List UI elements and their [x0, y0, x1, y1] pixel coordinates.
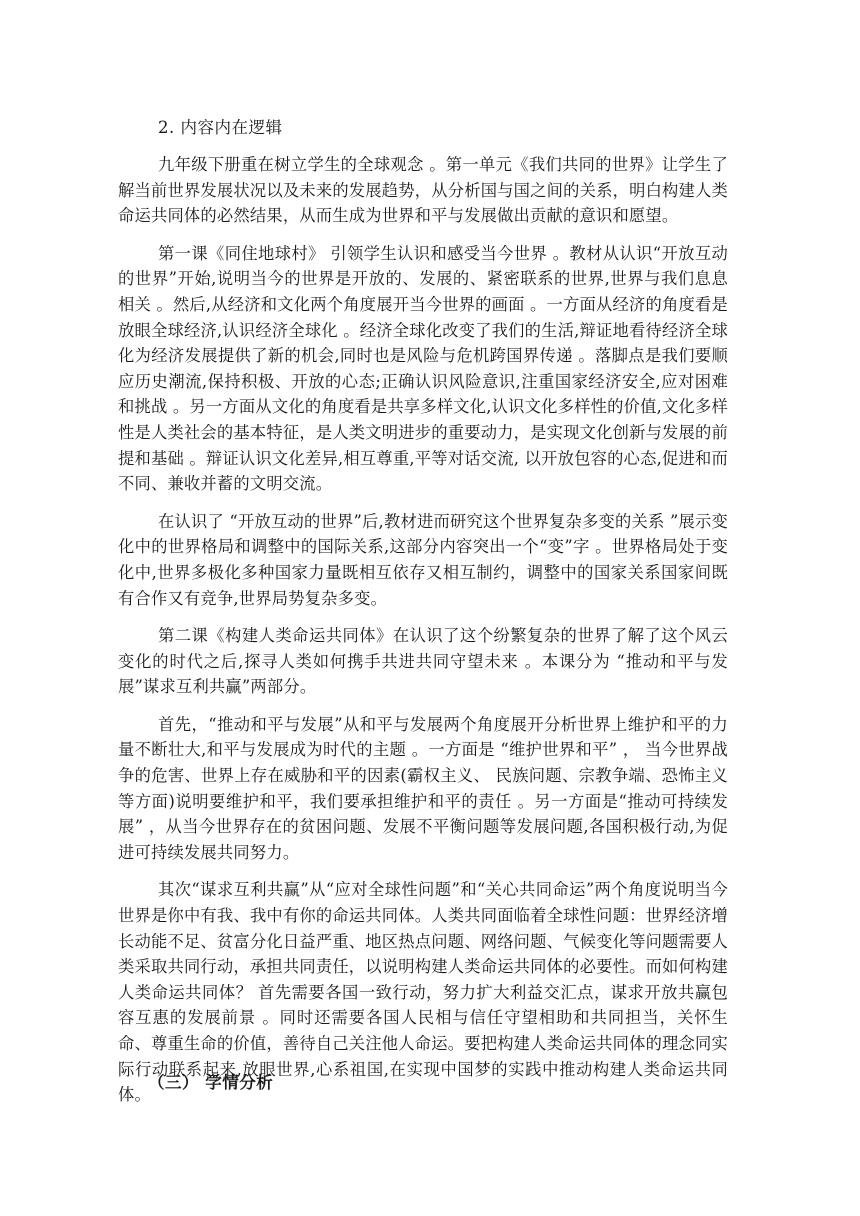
section-heading: （三） 学情分析 — [148, 1073, 274, 1092]
paragraph-lesson-one: 第一课《同住地球村》 引领学生认识和感受当今世界 。教材从认识“开放互动的世界”开始,说明当今的世界是开放的、发展的、紧密联系的世界,世界与我们息息相关 。然后,从经济和文化两个角度展开当今世界的画面 。一方面从经济的角度看是放眼全球经济,认识经济全球化 。经济全球化改变了我们的生活,辩证地看待经济全球化为经济发展提供了新的机会,同时也是风险与危机跨国界传递 。落脚点是我们要顺应历史潮流,保持积极、开放的心态;正确认识风险意识,注重国家经济安全,应对困难和挑战 。另一方面从文化的角度看是共享多样文化,认识文化多样性的价值,文化多样性是人类社会的基本特征，是人类文明进步的重要动力，是实现文化创新与发展的前提和基础 。辩证认识文化差异,相互尊重,平等对话交流, 以开放包容的心态,促进和而不同、兼收并蓄的文明交流。 — [118, 243, 728, 494]
paragraph-mutual-benefit: 其次“谋求互利共赢”从“应对全球性问题”和“关心共同命运”两个角度说明当今世界是你中有我、我中有你的命运共同体。人类共同面临着全球性问题：世界经济增长动能不足、贫富分化日益严重、地区热点问题、网络问题、气候变化等问题需要人类采取共同行动，承担共同责任，以说明构建人类命运共同体的必要性。而如何构建人类命运共同体？ 首先需要各国一致行动，努力扩大利益交汇点，谋求开放共赢包容互惠的发展前景 。同时还需要各国人民相与信任守望相助和共同担当，关怀生命、尊重生命的价值，善待自己关注他人命运。要把构建人类命运共同体的理念同实际行动联系起来,放眼世界,心系祖国,在实现中国梦的实践中推动构建人类命运共同体。 — [118, 880, 728, 1105]
paragraph-unit-overview: 九年级下册重在树立学生的全球观念 。第一单元《我们共同的世界》让学生了解当前世界发展状况以及未来的发展趋势，从分析国与国之间的关系，明白构建人类命运共同体的必然结果，从而生成为世界和平与发展做出贡献的意识和愿望。 — [118, 155, 728, 226]
paragraph-world-relations: 在认识了 “开放互动的世界”后,教材进而研究这个世界复杂多变的关系 ”展示变化中的世界格局和调整中的国际关系,这部分内容突出一个“变”字 。世界格局处于变化中,世界多极化多种国家力量既相互依存又相互制约，调整中的国家关系国家间既有合作又有竞争,世界局势复杂多变。 — [118, 511, 728, 608]
paragraph-peace-development: 首先，“推动和平与发展”从和平与发展两个角度展开分析世界上维护和平的力量不断壮大,和平与发展成为时代的主题 。一方面是 “维护世界和平” ， 当今世界战争的危害、世界上存在威胁和平的因素(霸权主义、 民族问题、宗教争端、恐怖主义等方面)说明要维护和平，我们要承担维护和平的责任 。另一方面是“推动可持续发展” ，从当今世界存在的贫困问题、发展不平衡问题等发展问题,各国积极行动,为促进可持续发展共同努力。 — [118, 714, 728, 862]
item-heading: 2. 内容内在逻辑 — [158, 118, 283, 137]
paragraph-lesson-two: 第二课《构建人类命运共同体》在认识了这个纷繁复杂的世界了解了这个风云变化的时代之后,探寻人类如何携手共进共同守望未来 。本课分为 “推动和平与发展”谋求互利共赢”两部分。 — [118, 626, 728, 697]
body-text — [118, 152, 728, 1120]
